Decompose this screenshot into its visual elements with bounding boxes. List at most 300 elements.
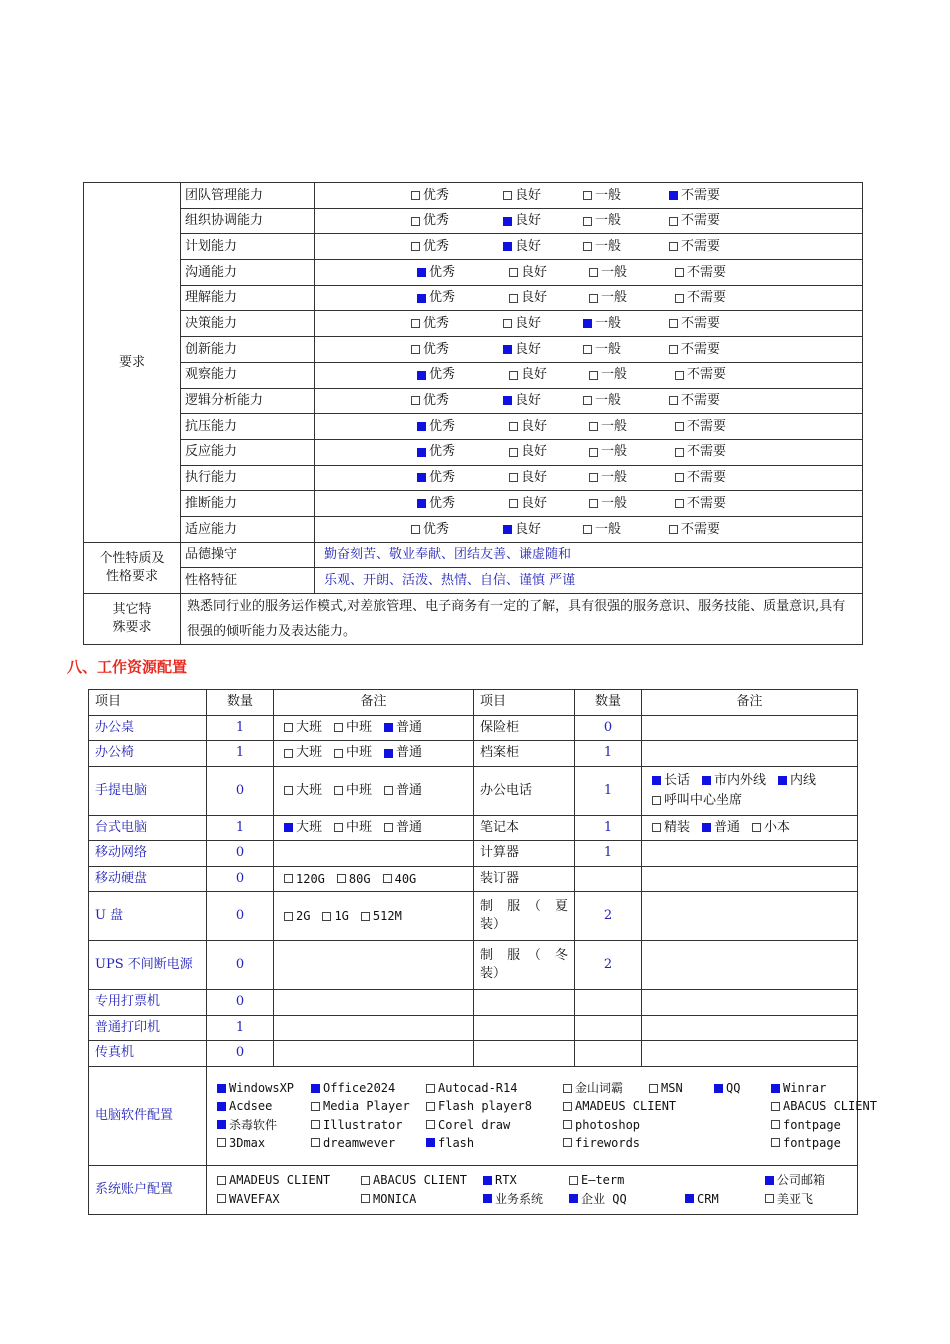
checkbox-unchecked[interactable]	[217, 1194, 226, 1203]
rating-option[interactable]	[675, 264, 726, 282]
checkbox-checked[interactable]	[652, 776, 661, 785]
checkbox-checked[interactable]	[765, 1176, 774, 1185]
note-option[interactable]	[652, 792, 851, 810]
account-option[interactable]	[361, 1191, 483, 1207]
checkbox-checked[interactable]	[217, 1102, 226, 1111]
rating-option[interactable]	[509, 289, 589, 307]
checkbox-unchecked[interactable]	[563, 1120, 572, 1129]
checkbox-unchecked[interactable]	[509, 294, 518, 303]
checkbox-checked[interactable]	[503, 345, 512, 354]
rating-option[interactable]	[589, 366, 675, 384]
checkbox-unchecked[interactable]	[669, 242, 678, 251]
checkbox-unchecked[interactable]	[589, 499, 598, 508]
checkbox-unchecked[interactable]	[771, 1138, 780, 1147]
checkbox-unchecked[interactable]	[669, 319, 678, 328]
checkbox-checked[interactable]	[417, 422, 426, 431]
checkbox-checked[interactable]	[483, 1194, 492, 1203]
account-option[interactable]	[217, 1191, 361, 1207]
account-option[interactable]	[765, 1172, 851, 1188]
software-option[interactable]	[714, 1080, 771, 1096]
label-line: 殊要求	[112, 620, 152, 635]
checkbox-unchecked[interactable]	[589, 473, 598, 482]
rating-option[interactable]	[669, 392, 720, 410]
rating-option[interactable]	[675, 366, 726, 384]
option-label: 公司邮箱	[777, 1173, 826, 1188]
checkbox-unchecked[interactable]	[361, 1194, 370, 1203]
rating-option[interactable]	[509, 469, 589, 487]
checkbox-checked[interactable]	[384, 723, 393, 732]
option-label: flash	[438, 1135, 475, 1150]
checkbox-unchecked[interactable]	[411, 191, 420, 200]
checkbox-unchecked[interactable]	[589, 294, 598, 303]
rating-option[interactable]	[589, 495, 675, 513]
column-header: 数量	[207, 690, 274, 716]
software-option[interactable]	[217, 1080, 311, 1096]
option-label: QQ	[726, 1081, 741, 1096]
accounts-grid	[217, 1172, 851, 1206]
checkbox-checked[interactable]	[778, 776, 787, 785]
rating-option[interactable]	[669, 187, 720, 205]
option-label: 良好	[515, 316, 542, 331]
note-option[interactable]	[384, 819, 422, 837]
note-option[interactable]	[752, 819, 790, 837]
option-label: Autocad-R14	[438, 1081, 518, 1096]
option-label: 美亚飞	[777, 1191, 814, 1206]
checkbox-checked[interactable]	[503, 217, 512, 226]
checkbox-checked[interactable]	[384, 749, 393, 758]
rating-option[interactable]	[411, 212, 503, 230]
checkbox-unchecked[interactable]	[583, 191, 592, 200]
software-option[interactable]	[426, 1135, 563, 1151]
software-option[interactable]	[426, 1098, 563, 1114]
rating-option[interactable]	[675, 469, 726, 487]
checkbox-checked[interactable]	[284, 823, 293, 832]
requirement-row	[84, 491, 863, 517]
option-label: 金山词霸	[575, 1081, 624, 1096]
account-option[interactable]	[483, 1191, 569, 1207]
software-option[interactable]	[771, 1098, 877, 1114]
checkbox-unchecked[interactable]	[284, 723, 293, 732]
note-cell	[274, 1015, 474, 1041]
checkbox-unchecked[interactable]	[384, 823, 393, 832]
rating-option[interactable]	[417, 418, 509, 436]
checkbox-unchecked[interactable]	[411, 525, 420, 534]
rating-option[interactable]	[417, 495, 509, 513]
note-option[interactable]	[284, 782, 322, 800]
checkbox-checked[interactable]	[483, 1176, 492, 1185]
checkbox-unchecked[interactable]	[675, 473, 684, 482]
rating-option[interactable]	[417, 443, 509, 461]
note-options	[284, 719, 467, 737]
account-option[interactable]	[217, 1172, 361, 1188]
rating-options	[319, 264, 858, 282]
checkbox-unchecked[interactable]	[384, 786, 393, 795]
checkbox-unchecked[interactable]	[589, 422, 598, 431]
checkbox-unchecked[interactable]	[669, 345, 678, 354]
resource-row	[89, 741, 858, 767]
checkbox-unchecked[interactable]	[509, 473, 518, 482]
column-header: 备注	[274, 690, 474, 716]
checkbox-checked[interactable]	[217, 1120, 226, 1129]
rating-option[interactable]	[509, 495, 589, 513]
checkbox-unchecked[interactable]	[509, 268, 518, 277]
checkbox-unchecked[interactable]	[509, 499, 518, 508]
software-option[interactable]	[217, 1098, 311, 1114]
checkbox-unchecked[interactable]	[589, 268, 598, 277]
software-option[interactable]	[563, 1080, 649, 1096]
rating-option[interactable]	[589, 289, 675, 307]
checkbox-unchecked[interactable]	[411, 242, 420, 251]
checkbox-unchecked[interactable]	[583, 217, 592, 226]
option-label: 不需要	[687, 264, 727, 280]
rating-option[interactable]	[503, 238, 583, 256]
checkbox-unchecked[interactable]	[675, 448, 684, 457]
rating-option[interactable]	[503, 212, 583, 230]
checkbox-checked[interactable]	[417, 499, 426, 508]
checkbox-unchecked[interactable]	[411, 345, 420, 354]
checkbox-unchecked[interactable]	[569, 1176, 578, 1185]
checkbox-checked[interactable]	[417, 473, 426, 482]
checkbox-unchecked[interactable]	[426, 1120, 435, 1129]
rating-options	[319, 187, 858, 205]
checkbox-checked[interactable]	[503, 525, 512, 534]
note-option[interactable]	[361, 908, 402, 924]
rating-option[interactable]	[589, 469, 675, 487]
checkbox-unchecked[interactable]	[675, 371, 684, 380]
rating-option[interactable]	[411, 315, 503, 333]
checkbox-unchecked[interactable]	[411, 319, 420, 328]
checkbox-unchecked[interactable]	[509, 371, 518, 380]
checkbox-unchecked[interactable]	[361, 1176, 370, 1185]
rating-option[interactable]	[411, 392, 503, 410]
checkbox-unchecked[interactable]	[426, 1084, 435, 1093]
checkbox-unchecked[interactable]	[311, 1138, 320, 1147]
rating-option[interactable]	[509, 443, 589, 461]
software-option[interactable]	[771, 1080, 877, 1096]
rating-option[interactable]	[589, 443, 675, 461]
option-label: 优秀	[423, 393, 450, 409]
checkbox-unchecked[interactable]	[652, 823, 661, 832]
note-option[interactable]	[702, 819, 740, 837]
checkbox-unchecked[interactable]	[334, 786, 343, 795]
checkbox-unchecked[interactable]	[334, 723, 343, 732]
software-option[interactable]	[217, 1117, 311, 1133]
checkbox-unchecked[interactable]	[334, 749, 343, 758]
account-option[interactable]	[361, 1172, 483, 1188]
option-label: 不需要	[687, 495, 727, 511]
account-option[interactable]	[569, 1172, 765, 1188]
checkbox-unchecked[interactable]	[583, 345, 592, 354]
software-option[interactable]	[563, 1117, 771, 1133]
rating-option[interactable]	[411, 238, 503, 256]
note-option[interactable]	[322, 908, 348, 924]
checkbox-unchecked[interactable]	[334, 823, 343, 832]
note-options	[652, 819, 851, 837]
software-option[interactable]	[311, 1117, 426, 1133]
rating-option[interactable]	[675, 289, 726, 307]
checkbox-unchecked[interactable]	[649, 1084, 658, 1093]
note-option[interactable]	[652, 772, 690, 790]
option-label: 优秀	[423, 238, 450, 254]
note-option[interactable]	[334, 744, 372, 762]
note-option[interactable]	[334, 719, 372, 737]
note-cell	[274, 866, 474, 892]
account-option[interactable]	[483, 1172, 569, 1188]
note-option[interactable]	[384, 744, 422, 762]
checkbox-checked[interactable]	[503, 242, 512, 251]
note-option[interactable]	[334, 782, 372, 800]
checkbox-unchecked[interactable]	[284, 749, 293, 758]
rating-option[interactable]	[417, 289, 509, 307]
note-option[interactable]	[337, 871, 371, 887]
note-option[interactable]	[383, 871, 417, 887]
checkbox-unchecked[interactable]	[361, 912, 370, 921]
option-label: 1G	[334, 908, 349, 923]
software-option[interactable]	[649, 1080, 714, 1096]
option-label: 优秀	[429, 418, 456, 434]
checkbox-unchecked[interactable]	[669, 217, 678, 226]
checkbox-unchecked[interactable]	[589, 371, 598, 380]
rating-option[interactable]	[503, 187, 583, 205]
rating-option[interactable]	[411, 521, 503, 539]
note-cell	[642, 941, 858, 990]
rating-option[interactable]	[417, 469, 509, 487]
checkbox-checked[interactable]	[217, 1084, 226, 1093]
checkbox-unchecked[interactable]	[771, 1120, 780, 1129]
software-option[interactable]	[426, 1080, 563, 1096]
note-option[interactable]	[284, 719, 322, 737]
checkbox-unchecked[interactable]	[583, 525, 592, 534]
rating-option[interactable]	[509, 366, 589, 384]
checkbox-unchecked[interactable]	[284, 912, 293, 921]
rating-option[interactable]	[509, 264, 589, 282]
rating-option[interactable]	[509, 418, 589, 436]
checkbox-unchecked[interactable]	[411, 396, 420, 405]
option-label: 512M	[372, 908, 402, 923]
checkbox-checked[interactable]	[714, 1084, 723, 1093]
checkbox-unchecked[interactable]	[503, 319, 512, 328]
checkbox-unchecked[interactable]	[771, 1102, 780, 1111]
checkbox-unchecked[interactable]	[426, 1102, 435, 1111]
rating-option[interactable]	[583, 392, 669, 410]
checkbox-checked[interactable]	[702, 776, 711, 785]
checkbox-unchecked[interactable]	[652, 796, 661, 805]
note-option[interactable]	[284, 744, 322, 762]
requirement-row	[84, 516, 863, 542]
checkbox-checked[interactable]	[771, 1084, 780, 1093]
option-label: 中班	[346, 819, 373, 835]
checkbox-unchecked[interactable]	[752, 823, 761, 832]
checkbox-unchecked[interactable]	[322, 912, 331, 921]
option-label: 优秀	[429, 444, 456, 460]
software-option[interactable]	[563, 1135, 771, 1151]
checkbox-unchecked[interactable]	[284, 786, 293, 795]
option-label: 不需要	[687, 470, 727, 486]
option-label: Corel draw	[438, 1117, 511, 1132]
rating-option[interactable]	[675, 443, 726, 461]
rating-cell	[315, 491, 863, 517]
note-option[interactable]	[284, 871, 325, 887]
option-label: photoshop	[575, 1117, 641, 1132]
checkbox-checked[interactable]	[417, 371, 426, 380]
rating-options	[319, 212, 858, 230]
rating-option[interactable]	[417, 264, 509, 282]
option-label: 大班	[296, 819, 323, 835]
note-option[interactable]	[384, 719, 422, 737]
rating-option[interactable]	[503, 392, 583, 410]
requirement-row	[84, 234, 863, 260]
checkbox-checked[interactable]	[503, 396, 512, 405]
checkbox-unchecked[interactable]	[383, 874, 392, 883]
resource-row	[89, 941, 858, 990]
checkbox-unchecked[interactable]	[563, 1138, 572, 1147]
account-option[interactable]	[765, 1191, 851, 1207]
checkbox-unchecked[interactable]	[669, 525, 678, 534]
note-cell	[642, 741, 858, 767]
option-label: 一般	[595, 341, 622, 357]
rating-option[interactable]	[675, 495, 726, 513]
checkbox-checked[interactable]	[702, 823, 711, 832]
resource-row	[89, 1015, 858, 1041]
requirement-row	[84, 260, 863, 286]
rating-cell	[315, 234, 863, 260]
checkbox-unchecked[interactable]	[411, 217, 420, 226]
checkbox-unchecked[interactable]	[509, 422, 518, 431]
checkbox-unchecked[interactable]	[765, 1194, 774, 1203]
rating-option[interactable]	[669, 238, 720, 256]
note-cell	[274, 990, 474, 1016]
checkbox-unchecked[interactable]	[583, 396, 592, 405]
rating-option[interactable]	[669, 315, 720, 333]
rating-option[interactable]	[675, 418, 726, 436]
resource-row	[89, 892, 858, 941]
rating-option[interactable]	[669, 521, 720, 539]
checkbox-checked[interactable]	[417, 294, 426, 303]
option-label: 80G	[348, 871, 371, 886]
account-option[interactable]	[685, 1191, 765, 1207]
option-label: 一般	[595, 316, 622, 331]
rating-option[interactable]	[669, 212, 720, 230]
checkbox-unchecked[interactable]	[675, 294, 684, 303]
checkbox-unchecked[interactable]	[669, 396, 678, 405]
option-label: 普通	[396, 719, 423, 735]
option-label: 不需要	[681, 521, 721, 537]
checkbox-checked[interactable]	[669, 191, 678, 200]
checkbox-unchecked[interactable]	[675, 422, 684, 431]
option-label: 精装	[664, 819, 691, 835]
checkbox-unchecked[interactable]	[311, 1120, 320, 1129]
rating-option[interactable]	[583, 238, 669, 256]
checkbox-checked[interactable]	[569, 1194, 578, 1203]
option-label: 优秀	[423, 521, 450, 537]
rating-option[interactable]	[411, 341, 503, 359]
rating-options	[319, 341, 858, 359]
rating-option[interactable]	[583, 187, 669, 205]
requirement-row	[84, 337, 863, 363]
rating-option[interactable]	[589, 264, 675, 282]
software-option[interactable]	[426, 1117, 563, 1133]
note-option[interactable]	[778, 772, 816, 790]
note-option[interactable]	[284, 908, 310, 924]
software-option[interactable]	[771, 1117, 877, 1133]
checkbox-unchecked[interactable]	[503, 191, 512, 200]
checkbox-unchecked[interactable]	[217, 1176, 226, 1185]
option-label: 优秀	[423, 316, 450, 331]
checkbox-checked[interactable]	[583, 319, 592, 328]
section-title: 八、工作资源配置	[67, 658, 188, 676]
checkbox-unchecked[interactable]	[217, 1138, 226, 1147]
software-option[interactable]	[311, 1135, 426, 1151]
note-option[interactable]	[334, 819, 372, 837]
checkbox-unchecked[interactable]	[675, 499, 684, 508]
rating-option[interactable]	[669, 341, 720, 359]
option-label: 优秀	[429, 264, 456, 280]
resource-qty	[575, 990, 642, 1016]
software-option[interactable]	[311, 1098, 426, 1114]
checkbox-checked[interactable]	[417, 448, 426, 457]
software-option[interactable]	[311, 1080, 426, 1096]
software-option[interactable]	[217, 1135, 311, 1151]
note-option[interactable]	[284, 819, 322, 837]
rating-option[interactable]	[583, 315, 669, 333]
checkbox-unchecked[interactable]	[563, 1102, 572, 1111]
resource-qty: 0	[207, 841, 274, 867]
rating-option[interactable]	[503, 341, 583, 359]
software-option[interactable]	[771, 1135, 877, 1151]
rating-cell	[315, 260, 863, 286]
account-option[interactable]	[569, 1191, 685, 1207]
resource-qty: 1	[207, 1015, 274, 1041]
rating-option[interactable]	[583, 521, 669, 539]
option-label: fontpage	[783, 1117, 841, 1132]
rating-option[interactable]	[503, 315, 583, 333]
rating-cell	[315, 208, 863, 234]
checkbox-checked[interactable]	[426, 1138, 435, 1147]
checkbox-unchecked[interactable]	[589, 448, 598, 457]
checkbox-checked[interactable]	[685, 1194, 694, 1203]
rating-option[interactable]	[503, 521, 583, 539]
note-option[interactable]	[702, 772, 766, 790]
option-label: 一般	[595, 238, 622, 254]
requirement-row	[84, 362, 863, 388]
option-label: 良好	[521, 418, 548, 434]
rating-option[interactable]	[583, 212, 669, 230]
checkbox-unchecked[interactable]	[675, 268, 684, 277]
checkbox-unchecked[interactable]	[583, 242, 592, 251]
checkbox-unchecked[interactable]	[509, 448, 518, 457]
resource-item: UPS 不间断电源	[89, 941, 207, 990]
personality-label	[84, 542, 181, 593]
rating-options	[319, 366, 858, 384]
option-label: 2G	[296, 908, 311, 923]
checkbox-unchecked[interactable]	[311, 1102, 320, 1111]
checkbox-unchecked[interactable]	[284, 874, 293, 883]
rating-option[interactable]	[583, 341, 669, 359]
checkbox-unchecked[interactable]	[337, 874, 346, 883]
rating-option[interactable]	[411, 187, 503, 205]
rating-option[interactable]	[417, 366, 509, 384]
note-option[interactable]	[652, 819, 690, 837]
note-cell	[642, 1041, 858, 1067]
option-label: 优秀	[429, 495, 456, 511]
column-header: 项目	[89, 690, 207, 716]
note-option[interactable]	[384, 782, 422, 800]
software-option[interactable]	[563, 1098, 771, 1114]
checkbox-checked[interactable]	[311, 1084, 320, 1093]
rating-option[interactable]	[589, 418, 675, 436]
checkbox-checked[interactable]	[417, 268, 426, 277]
checkbox-unchecked[interactable]	[563, 1084, 572, 1093]
